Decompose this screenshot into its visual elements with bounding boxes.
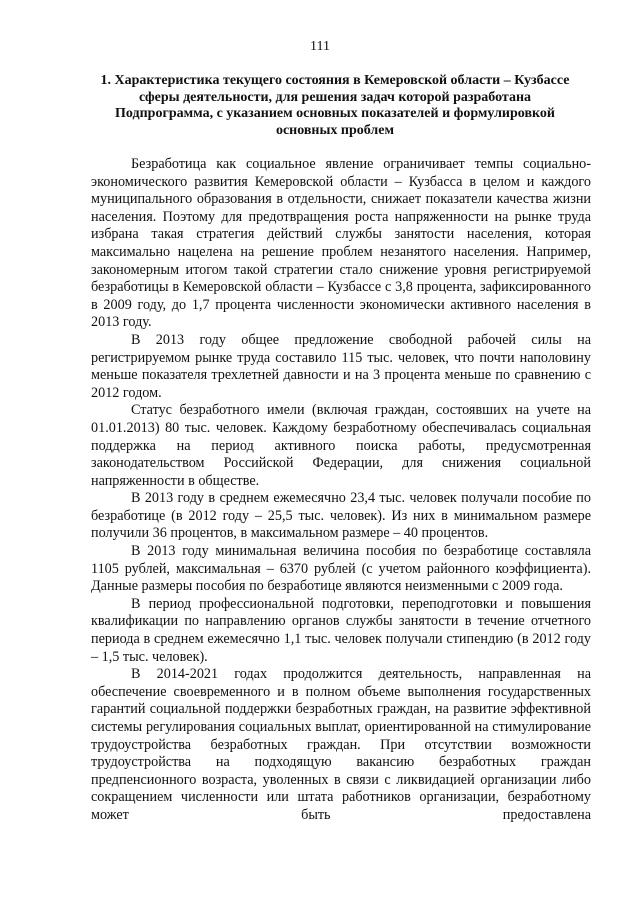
paragraph-2014-2021-plans: В 2014-2021 годах продолжится деятельность, направленная на обеспечение своевременного и в полном объеме выполнения государственных гарантий социальной поддержки безработных граждан, на развитие эффективной системы регулирования социальных выплат, ориентированной на стимулирование трудоустройства безработных граждан. При отсутствии возможности трудоустройства на подходящую вакансию безработных граждан предпенсионного возраста, уволенных в связи с ликвидацией организации либо сокращением численности или штата работников организации, безработному может быть предоставлена — [91, 666, 591, 823]
section-heading: 1. Характеристика текущего состояния в Кемеровской области – Кузбассе сферы деятельности, для решения задач которой разработана Подпрограмма, с указанием основных показателей и формулировкой основных проблем — [100, 73, 570, 138]
page-number: 111 — [310, 39, 330, 54]
paragraph-labor-supply-2013: В 2013 году общее предложение свободной рабочей силы на регистрируемом рынке труда составило 115 тыс. человек, что почти наполовину меньше показателя трехлетней давности и на 3 процента меньше по сравнению с 2012 годом. — [91, 331, 591, 401]
paragraph-benefit-recipients: В 2013 году в среднем ежемесячно 23,4 тыс. человек получали пособие по безработице (в 2012 году – 25,5 тыс. человек). Из них в минимальном размере получили 36 процентов, в максимальном размере – 40 процентов. — [91, 490, 591, 542]
paragraph-unemployment-overview: Безработица как социальное явление ограничивает темпы социально-экономического развития Кемеровской области – Кузбасса в целом и каждого муниципального образования в отдельности, снижает показатели качества жизни населения. Поэтому для предотвращения роста напряженности на рынке труда избрана такая стратегия действий службы занятости населения, которая максимально нацелена на решение проблем незанятого населения. Например, закономерным итогом такой стратегии стало снижение уровня регистрируемой безработицы в Кемеровской области – Кузбассе с 3,8 процента, зафиксированного в 2009 году, до 1,7 процента численности экономически активного населения в 2013 году. — [91, 156, 591, 331]
paragraph-unemployed-status: Статус безработного имели (включая граждан, состоявших на учете на 01.01.2013) 80 тыс. человек. Каждому безработному обеспечивалась социальная поддержка на период активного поиска работы, предусмотренная законодательством Российской Федерации, для снижения социальной напряженности в обществе. — [91, 402, 591, 489]
paragraph-training-stipend: В период профессиональной подготовки, переподготовки и повышения квалификации по направлению органов службы занятости в течение отчетного периода в среднем ежемесячно 1,1 тыс. человек получали стипендию (в 2012 году – 1,5 тыс. человек). — [91, 595, 591, 665]
body-text — [91, 156, 591, 825]
paragraph-benefit-amounts: В 2013 году минимальная величина пособия по безработице составляла 1105 рублей, максимальная – 6370 рублей (с учетом районного коэффициента). Данные размеры пособия по безработице являются неизменными с 2009 года. — [91, 543, 591, 595]
